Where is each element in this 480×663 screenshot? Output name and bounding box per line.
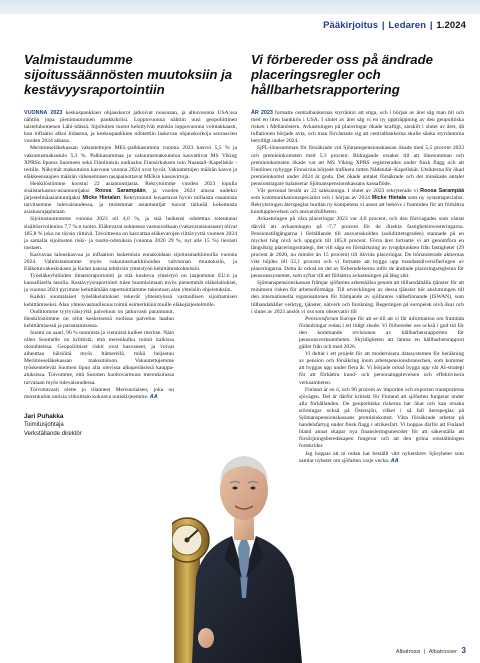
finnish-paragraph: Oudittomme tyytyväisyyttä palveluun on jatkuvasti parantunut. Henkilöstömme on ollut keskeisessä roolissa palvelun laadun kehittämisessä ja parantamisessa. xyxy=(24,308,174,329)
finnish-paragraph: Sijoitustuottomme vuonna 2023 oli 4,0 %, ja sitä heikensi odotettua toteutunut sisältöarvoiteulos 7,7 %:n tuotto. Eläkevarat suhteessa vastuuvelkaan (vakavaraisuusaste) olivat 185,8 % joka on täysin riittävä. Tavoitteena on kasvattaa eläkevarojen riittävyyttä vuoteen 2024 ja samalla sijoitusten riski- ja tuotto-odotuksia (vuonna 2020 29 %, nyt alle 15 %) lievästi nostaen. xyxy=(24,216,237,251)
end-mark: AA xyxy=(390,457,399,464)
signature-title-swedish: Verkställande direktör xyxy=(24,430,82,437)
finnish-paragraph: Työeläkeyhtiöiden ilmastoraportointi ja sitä koskeva yhteistyö on laajentunut EU:n ja kansallisella tasolla. Kestävyysraportointi tulee huomioimaan myös pienemmät eläkelaitokset, ja vuonna 2024 pyrimme kehittämään raportointiamme tukeutuen alan yhteisiin ohjeistuksiin. xyxy=(24,273,237,294)
swedish-paragraph: Jag hoppas att ni redan har beställt vårt nyhetsbrev Sjöryheter som samlar nyheter om sjöfarten varje vecka. AA xyxy=(299,450,464,464)
swedish-paragraph: Vi deltar i ett projekt för att modernisera datasystemen för beräkning av pension och försäkring inom arbetspensionsbranschen, som kommer att byggas upp under flera år. Vi började också bygga upp vår AI-strategi för att förbättra kund- och personalupplevelsen och effektivisera verksamheten. xyxy=(299,351,464,386)
finnish-person-name: Roosa Sarampään xyxy=(95,188,146,195)
swedish-column xyxy=(251,52,464,465)
finnish-headline: Valmistaudumme sijoitussäännösten muutoksiin ja kestävyysraportointiin xyxy=(24,52,233,97)
swedish-person-name: Roosa Sarampää xyxy=(420,188,465,195)
top-decorative-band xyxy=(0,0,480,14)
swedish-paragraph: Pensionsforum Europe för att se till att vi får information om framtida förändringar redan i ett tidigt skede. Vi förbereder oss också i god tid för den kommande revisionen av hållbarhetsrapporten för pensionsverksamheten. Skyldigheten att lämna en hållbarhetsrapport gäller från och med 2026. xyxy=(299,315,465,351)
signature-name: Jari Puhakka xyxy=(24,412,64,420)
finnish-paragraph: Merimieseläkekassan vakuutettujen MEL-palkkasumma vuonna 2023 kasvoi 5,5 % ja vakuutusmaksutulo 5,3 %. Palkkasummaa ja vakuutusmaksutuloa kasvattivat MS Viking XPRSn liputus Suomeen sekä Finnlinesin uudiaalus Finnsirkuksen tulo Naantali–Kapellskär -reitille. Näkymät maksutulon kasvuun vuonna 2024 ovat hyvät. Vakuutettujen määrän kasvu ja eläkkeensaajien määrän väheneminen tasapainottavat MEKin kassavirtoja. xyxy=(24,145,237,180)
swedish-paragraph: Vår personal består av 22 sakkunniga. I slutet av 2023 rekryterade vi Roosa Sarampää som kommunikationsspecialist och i början av 2024 Micke Hietala som ny systemspecialist. Rekryteringen återspeglar hurdan ny kompetens vi anser att behövs i framtiden för att förbättra kundupplevelsen och ansvarsfullheten. xyxy=(251,188,465,216)
portrait-photo xyxy=(172,408,316,663)
finnish-body xyxy=(24,110,237,438)
finnish-paragraph: VUONNA 2023 keskuspankkien ohjauskorot jatkoivat nousuaan, ja alkuvuonna USA:ssa nähtiin jopa pienimuotoinen pankkikriisi. Loppuvuonna nähtiin uusi geopoliittinen taisteluhomenen Lähi-idässä. Sijoituiten tuotot kehittyivät etenkin loppuvuonna voimakkaasti, kun inflaatio alkoi hidastua, ja keskuspankkien odotettiin laskevan ohjauskorkoja seuraavien vuoden 2024 aikana. xyxy=(24,110,237,145)
end-mark: AA xyxy=(149,393,158,400)
section-subtitle: Ledaren xyxy=(388,20,427,31)
issue-number: 1.2024 xyxy=(436,20,466,31)
publication-name-swedish: Albatrosser xyxy=(428,649,457,655)
swedish-lower-block xyxy=(299,316,464,465)
finnish-column xyxy=(24,52,237,438)
finnish-narrow-block xyxy=(24,309,174,401)
page-number: 3 xyxy=(461,646,466,655)
section-header xyxy=(323,20,466,31)
section-title: Pääkirjoitus xyxy=(323,20,379,31)
swedish-paragraph: ÅR 2023 fortsatte centralbankernas styrräntor att stiga, och i början av året såg man till och med en liten bankkris i USA. I slutet av året såg vi en ny uppträppning av den geopolitiska risken i Mellanöstern. Avkastningen på placeringar ökade kraftigt, särskilt i slutet av året, då inflationen började avta, och man förväntade sig att centralbankerna skulle sänka styrräntorna betydligt under 2024. xyxy=(251,110,464,145)
swedish-paragraph: Sjömanspensionskassan främjar sjöfarens arbetshälsa genom att tillhandahålla tjänster för att minimera risken för arbetsoförmåga. Till utvecklingen av dessa tjänster hör anslutningen till den internationella organisationen för främjande av sjöfarares välbefinnande (ISWAN), som tillhandahåller verktyg, tjänster, nätverk och forskning. Regeringen på europeisk nivå ökar och i slutet av 2023 anslöt vi oss som observatör till xyxy=(251,280,464,315)
swedish-lead-label: ÅR 2023 xyxy=(251,110,273,116)
page-footer xyxy=(396,646,466,655)
header-separator: | xyxy=(381,20,385,31)
swedish-paragraph: Avkastningen på våra placeringar 2023 var 4,0 procent, och den försvagades som väntat därvid att avkastningen på -7,7 procent för de direkta fastighetsinvesteringarna. Pensionstillgångarna i förhållande till ansvarsskulden (solidititetsgraden) stannade på en mycket hög nivå och uppgick till 185,8 procent. Förra året fortsatte vi att genomföra en långsiktig placeringsstrategi, det vill säga en förstärkning av tyngdpunkten från fastigheter (29 procent år 2020, nu mindre än 15 procent) till likvida placeringar. De börsnoterade aktiernas vikt höjdes till 32,1 procent och vi fortsatte att bygga upp mandatsdiversifieringen av placeringarna. Detta är också en del av förberedelserna inför de ändrade placeringsreglerna för pensionssystemet, som syftar till att förbättra avkastningen på lång sikt. xyxy=(251,216,464,280)
finnish-paragraph: Kaikki suomalaiset työeläkelaitokset tekevät yhteistyössä vastuullisen sijoittamisen kehittämiseksi. Alan yhteisvastuullisuus toimii esimerkkinä muille eläkejärjestelmille. xyxy=(24,294,237,308)
swedish-paragraph: Finland är en ö, och 96 procent av importen och exporten transporteras sjövägen. Det är därför kritiskt för Finland att sjöfarten fungerar under alla förhållanden. De geopolitiska riskerna har ökat och kan orsaka störningar också på Östersjön, vilket i så fall återspeglas på Sjömanspensionskassans premieinkomst. Våra försäkrade arbetar på handelsfartyg under finsk flagg i utrikesfart. Vi hoppas därför att Finland bland annat skapar nya finansieringsmetoder för att säkerställa att försörjningsberedskapen fungerar och att den gröna omställningen fortskrider. xyxy=(299,386,464,450)
finnish-person-name: Micke Hietalan xyxy=(82,195,120,202)
publication-name: Albatrossi xyxy=(395,649,421,655)
footer-separator: | xyxy=(423,649,426,655)
finnish-paragraph: Suomi on saari, 96 % tuonnista ja viennistä kulkee meritse. Näin ollen Suomelle on kriittistä, että merenkulku toimii kaikissa olosuhteissa. Geopoliittiset riskit ovat kasvaneet, ja voivat aiheuttaa häiriöitä myös Itämerellä, mikä heijastuu Merimieseläkekassan maksutuloon. Vakuutettujemme työskentelevät Suomen lipun alla olevissa alkuperäisissä kauppa-aluksissa. Toivomme, että Suomen huoltovarmuus merenkulussa turvataan myös tulevaisuudessa. xyxy=(24,329,174,386)
swedish-headline: Vi förbereder oss på ändrade placeringsregler och hållbarhetsrapportering xyxy=(251,52,433,97)
signature-title-finnish: Toimitusjohtaja xyxy=(24,422,64,429)
swedish-person-name: Micke Hietala xyxy=(371,195,406,202)
swedish-paragraph: SjPL-lönesumman för försäkrade vid Sjömanspensionskassan ökade med 5,5 procent 2023 och premieinkomsten med 5,3 procent. Bidragande orsaker till att lönesumman och premieinkomsten ökade var att MS Viking XPRS registrerades under finsk flagg och att Finnlines nybygge Finnsirius började trafikera rutten Nådendal–Kapellskär. Utsikterna för ökad premieinkomst under 2024 är goda. Det ökade antalet försäkrade och det minskade antalet pensionstagare balanserar Sjömanspensionskassans kassaflöde. xyxy=(251,145,464,187)
finnish-lead-label: VUONNA 2023 xyxy=(24,110,63,116)
header-separator-2: | xyxy=(429,20,433,31)
finnish-paragraph: Kasvavaa talouskasvua ja inflaation laskemista ennakoidaan sijoitusmarkkinoilla vuonna 2024. Valmistautumme myös vakuutusmarkkinoiden valvonnan muutoksiin, ja Eläketurvakeskuksen ja Kelan kanssa tehtäviin yhteistyön kehittämiskohteisiin. xyxy=(24,251,237,273)
finnish-paragraph: Henkilöstömme koostui 22 asiantuntijasta. Rekrytoimme vuoden 2023 lopulla sisäistarkastus-asiantuntijaksi Roosa Sarampään, ja vuoden 2024 alussa uudeksi järjestelmäasiantuntijaksi Micke Hietalan. Rekrytoinnit kuvastavat hyvin millaista osaamista tarvitsemme tulevaisuudessa, ja molemmat asiantuntijat tuovat tärkeää kokemusta asiakasrajapintaan. xyxy=(24,180,237,216)
finnish-paragraph: Toivottavasti olette jo tilanneet Merisuolaisen, joka on merenkulun uutisia viikoittain kokoava uutiskirjeemme. AA xyxy=(24,386,174,400)
